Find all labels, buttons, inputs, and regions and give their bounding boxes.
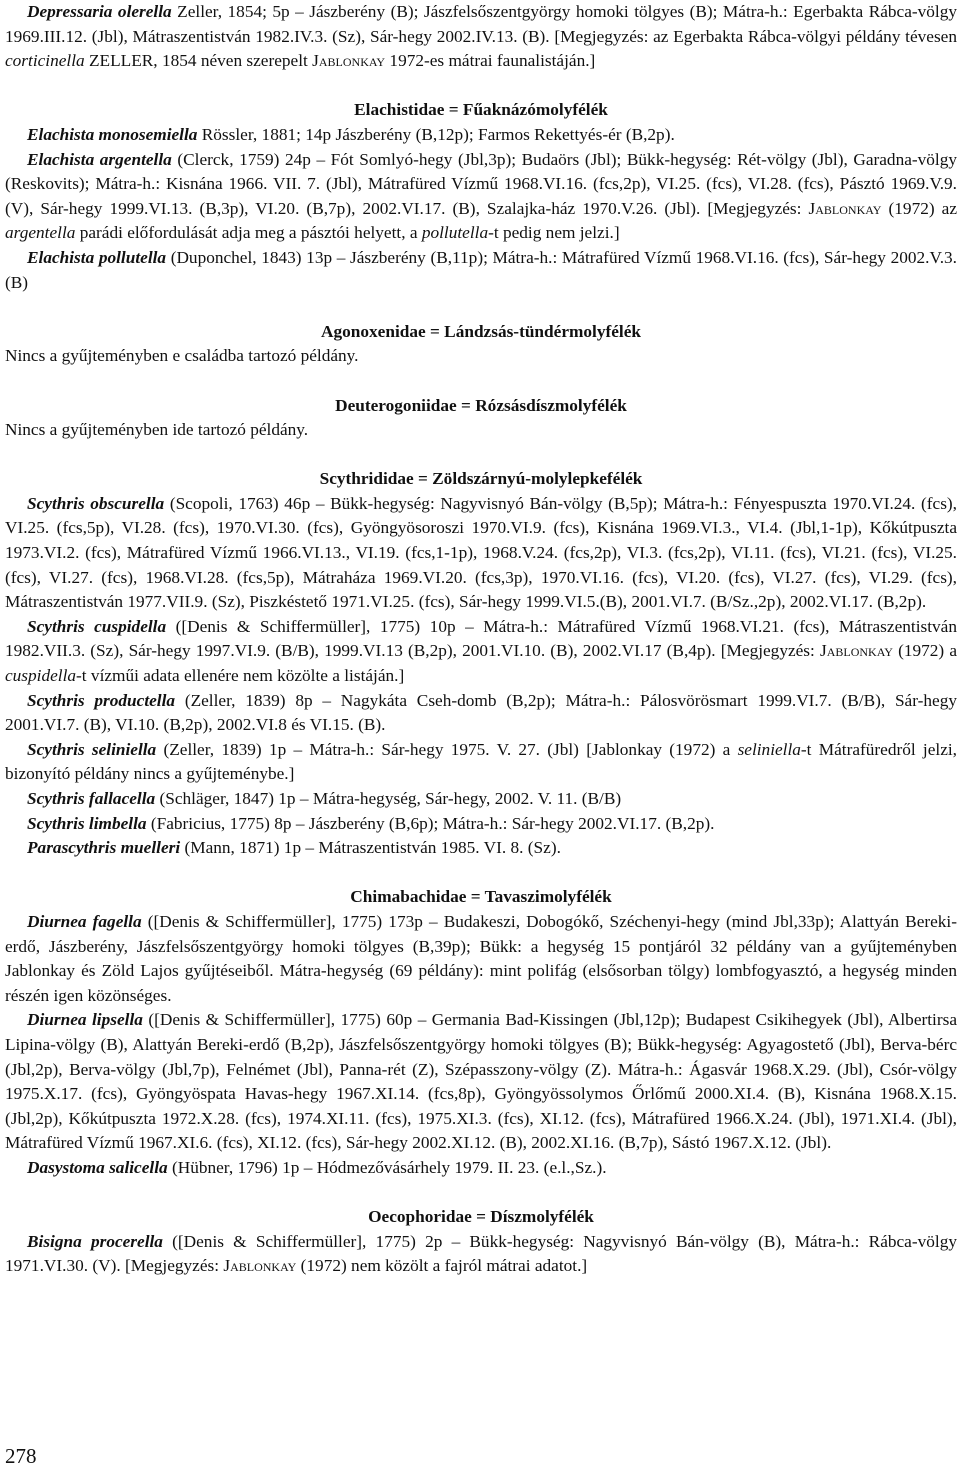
italic-term: corticinella	[5, 51, 85, 71]
species-paragraph	[5, 123, 957, 148]
text-run: (Scopoli, 1763) 46p – Bükk-hegység: Nagyvisnyó Bán-völgy (B,5p); Mátra-h.: Fényespuszta 1970.VI.24. (fcs), VI.25. (fcs,5p), VI.28. (fcs), 1970.VI.30. (fcs), Gyöngyösoroszi 1970.VI.9. (fcs), Kisnána 1969.VI.3., VI.4. (Jbl,1-1p), Kőkútpuszta 1973.VI.2. (fcs), Mátrafüred Vízmű 1966.VI.13., VI.19. (fcs,1-1p), 1968.V.24. (fcs,2p), VI.3. (fcs,2p), VI.11. (fcs), VI.21. (fcs), VI.25. (fcs), VI.27. (fcs), 1968.VI.28. (fcs,5p), Mátraháza 1969.VI.20. (fcs,3p), 1970.VI.16. (fcs), VI.20. (fcs), VI.27. (fcs), VI.29. (fcs), Mátraszentistván 1977.VII.9. (Sz), Piszkéstető 1971.VI.25. (fcs), Sár-hegy 1999.VI.5.(B), 2001.VI.7. (B/Sz.,2p), 2002.VI.17. (B,2p).	[5, 493, 957, 612]
author-name: Jablonkay	[808, 198, 882, 218]
species-paragraph	[5, 836, 957, 861]
species-name: Diurnea fagella	[27, 911, 142, 931]
family-heading: Elachistidae = Fűaknázómolyfélék	[354, 100, 608, 120]
species-paragraph	[5, 615, 957, 689]
text-run: ([Denis & Schiffermüller], 1775) 10p – Mátra-h.: Mátrafüred Vízmű 1968.VI.21. (fcs), Mátraszentistván 1982.VII.3. (Sz), Sár-hegy 1997.VI.9. (B/B), 1999.VI.13 (B,2p), 2001.VI.10. (B), 2002.VI.17 (B,4p). [Megjegyzés:	[5, 616, 957, 661]
text-run: (Schläger, 1847) 1p – Mátra-hegység, Sár-hegy, 2002. V. 11. (B/B)	[155, 789, 622, 808]
family-heading: Deuterogoniidae = Rózsásdíszmolyfélék	[335, 395, 627, 415]
text-run: 1972-es mátrai faunalistáján.]	[385, 51, 596, 71]
species-paragraph	[5, 1008, 957, 1156]
species-paragraph	[5, 738, 957, 787]
text-run: -t vízműi adata ellenére nem közölte a listáján.]	[76, 666, 405, 686]
section-spacer	[5, 369, 957, 394]
text-run: Nincs a gyűjteményben ide tartozó példány.	[5, 420, 309, 440]
text-run: (1972) nem közölt a fajról mátrai adatot.]	[296, 1256, 588, 1276]
family-heading: Agonoxenidae = Lándzsás-tündérmolyfélék	[321, 321, 641, 341]
section-spacer	[5, 295, 957, 320]
species-paragraph	[5, 344, 957, 369]
text-run: ([Denis & Schiffermüller], 1775) 60p – Germania Bad-Kissingen (Jbl,12p); Budapest Csikihegyek (Jbl), Albertirsa Lipina-völgy (B), Alattyán Bereki-erdő (B,2p), Jászfelsőszentgyörgy homoki tölgyes (B); Bükk-hegység: Agyagostető (Jbl), Berva-bérc (Jbl,2p), Berva-völgy (Jbl,7p), Felnémet (Jbl), Panna-rét (Z), Szépasszony-völgy (Z). Mátra-h.: Ágasvár 1968.X.29. (Jbl), Csór-völgy 1975.X.17. (fcs), Gyöngyöspata Havas-hegy 1967.XI.14. (fcs,8p), Gyöngyössolymos Őrlőmű 2000.XI.4. (B), Kisnána 1968.X.15. (Jbl,2p), Kőkútpuszta 1972.X.28. (fcs), 1974.XI.11. (fcs), 1975.XI.3. (fcs), XI.12. (fcs), Mátrafüred 1966.X.24. (Jbl), 1971.XI.4. (Jbl), Mátrafüred Vízmű 1967.XI.6. (fcs), XI.12. (fcs), Sár-hegy 2002.XI.12. (B), 2002.XI.16. (B,7p), Sástó 1967.X.12. (Jbl).	[5, 1010, 957, 1153]
species-paragraph	[5, 787, 957, 812]
family-heading: Scythrididae = Zöldszárnyú-molylepkefélék	[319, 469, 643, 489]
page-body	[5, 0, 957, 1279]
species-name: Scythris fallacella	[27, 789, 156, 808]
species-name: Parascythris muelleri	[27, 838, 181, 858]
section-spacer	[5, 861, 957, 886]
text-run: (Duponchel, 1843) 13p – Jászberény (B,11p); Mátra-h.: Mátrafüred Vízmű 1968.VI.16. (fcs), Sár-hegy 2002.V.3. (B)	[5, 247, 957, 292]
species-paragraph	[5, 812, 957, 837]
text-run: ([Denis & Schiffermüller], 1775) 2p – Bükk-hegység: Nagyvisnyó Bán-völgy (B), Mátra-h.: Rábca-völgy 1971.VI.30. (V). [Megjegyzés:	[5, 1231, 957, 1276]
species-paragraph	[5, 148, 957, 246]
species-paragraph	[5, 910, 957, 1008]
species-name: Scythris cuspidella	[27, 616, 167, 636]
text-run: Rössler, 1881; 14p Jászberény (B,12p); Farmos Rekettyés-ér (B,2p).	[197, 124, 675, 144]
species-name: Scythris obscurella	[27, 493, 165, 513]
text-run: (Zeller, 1839) 1p – Mátra-h.: Sár-hegy 1975. V. 27. (Jbl) [Jablonkay (1972) a	[156, 739, 738, 759]
section-spacer	[5, 1181, 957, 1206]
species-name: Scythris limbella	[27, 813, 147, 833]
section-spacer	[5, 443, 957, 468]
text-run: (1972) a	[892, 641, 957, 661]
species-name: Dasystoma salicella	[27, 1157, 168, 1177]
page-number: 278	[5, 1444, 37, 1468]
species-paragraph	[5, 1156, 957, 1181]
species-name: Scythris seliniella	[27, 739, 157, 759]
author-name: Jablonkay	[312, 51, 386, 71]
species-name: Diurnea lipsella	[27, 1010, 143, 1030]
family-heading: Chimabachidae = Tavaszimolyfélék	[350, 887, 612, 907]
section-spacer	[5, 74, 957, 99]
text-run: ([Denis & Schiffermüller], 1775) 173p – Budakeszi, Dobogókő, Széchenyi-hegy (mind Jbl,33p); Alattyán Bereki-erdő, Jászberény, Jászfelsőszentgyörgy homoki tölgyes (B,39p); Bükk: a hegység 15 pontjáról 32 példány van a gyűjteményben Jablonkay és Zöld Lajos gyűjtéseiből. Mátra-hegység (69 példány): mint polifág (elsősorban tölgy) lombfogyasztó, a hegység minden részén igen közönséges.	[5, 911, 957, 1005]
species-paragraph	[5, 246, 957, 295]
species-paragraph	[5, 0, 957, 74]
species-paragraph	[5, 689, 957, 738]
text-run: ZELLER, 1854 néven szerepelt	[84, 51, 313, 71]
species-name: Elachista argentella	[27, 149, 172, 169]
species-paragraph	[5, 492, 957, 615]
species-name: Elachista monosemiella	[27, 124, 198, 144]
text-run: -t Mátrafüredről jelzi, bizonyító példány nincs a gyűjteménybe.]	[5, 739, 957, 784]
text-run: (Hübner, 1796) 1p – Hódmezővásárhely 1979. II. 23. (e.l.,Sz.).	[167, 1157, 607, 1177]
italic-term: cuspidella	[5, 666, 77, 686]
text-run: (Zeller, 1839) 8p – Nagykáta Cseh-domb (B,2p); Mátra-h.: Pálosvörösmart 1999.VI.7. (B/B), Sár-hegy 2001.VI.7. (B), VI.10. (B,2p), 2002.VI.8 és VI.15. (B).	[5, 690, 957, 735]
text-run: -t pedig nem jelzi.]	[488, 223, 620, 243]
species-name: Elachista pollutella	[27, 247, 167, 267]
species-paragraph	[5, 1230, 957, 1279]
species-name: Scythris productella	[27, 690, 176, 710]
italic-term: argentella	[5, 223, 76, 243]
text-run: Nincs a gyűjteményben e családba tartozó példány.	[5, 346, 359, 366]
family-heading: Oecophoridae = Díszmolyfélék	[368, 1207, 594, 1227]
text-run: parádi előfordulását adja meg a pásztói helyett, a	[75, 223, 422, 243]
text-run: (Clerck, 1759) 24p – Fót Somlyó-hegy (Jbl,3p); Budaörs (Jbl); Bükk-hegység: Rét-völgy (Jbl), Garadna-völgy (Reskovits); Mátra-h.: Kisnána 1966. VII. 7. (Jbl), Mátrafüred Vízmű 1968.VI.16. (fcs,2p), VI.25. (fcs), VI.28. (fcs), Pásztó 1969.V.9. (V), Sár-hegy 1999.VI.13. (B,3p), VI.20. (B,7p), 2002.VI.17. (B), Szalajka-ház 1970.V.26. (Jbl). [Megjegyzés:	[5, 149, 957, 218]
italic-term: pollutella	[421, 223, 489, 243]
text-run: (Fabricius, 1775) 8p – Jászberény (B,6p); Mátra-h.: Sár-hegy 2002.VI.17. (B,2p).	[146, 813, 715, 833]
species-name: Depressaria olerella	[27, 2, 172, 21]
text-run: Zeller, 1854; 5p – Jászberény (B); Jászfelsőszentgyörgy homoki tölgyes (B); Mátra-h.: Egerbakta Rábca-völgy 1969.III.12. (Jbl), Mátraszentistván 1982.IV.3. (Sz), Sár-hegy 2002.IV.13. (B). [Megjegyzés: az Egerbakta Rábca-völgyi példány tévesen	[5, 2, 958, 46]
species-paragraph	[5, 418, 957, 443]
author-name: Jablonkay	[819, 641, 893, 661]
text-run: (Mann, 1871) 1p – Mátraszentistván 1985. VI. 8. (Sz).	[180, 838, 561, 858]
text-run: (1972) az	[881, 198, 957, 218]
italic-term: seliniella	[737, 739, 801, 759]
author-name: Jablonkay	[223, 1256, 297, 1276]
species-name: Bisigna procerella	[27, 1231, 163, 1251]
